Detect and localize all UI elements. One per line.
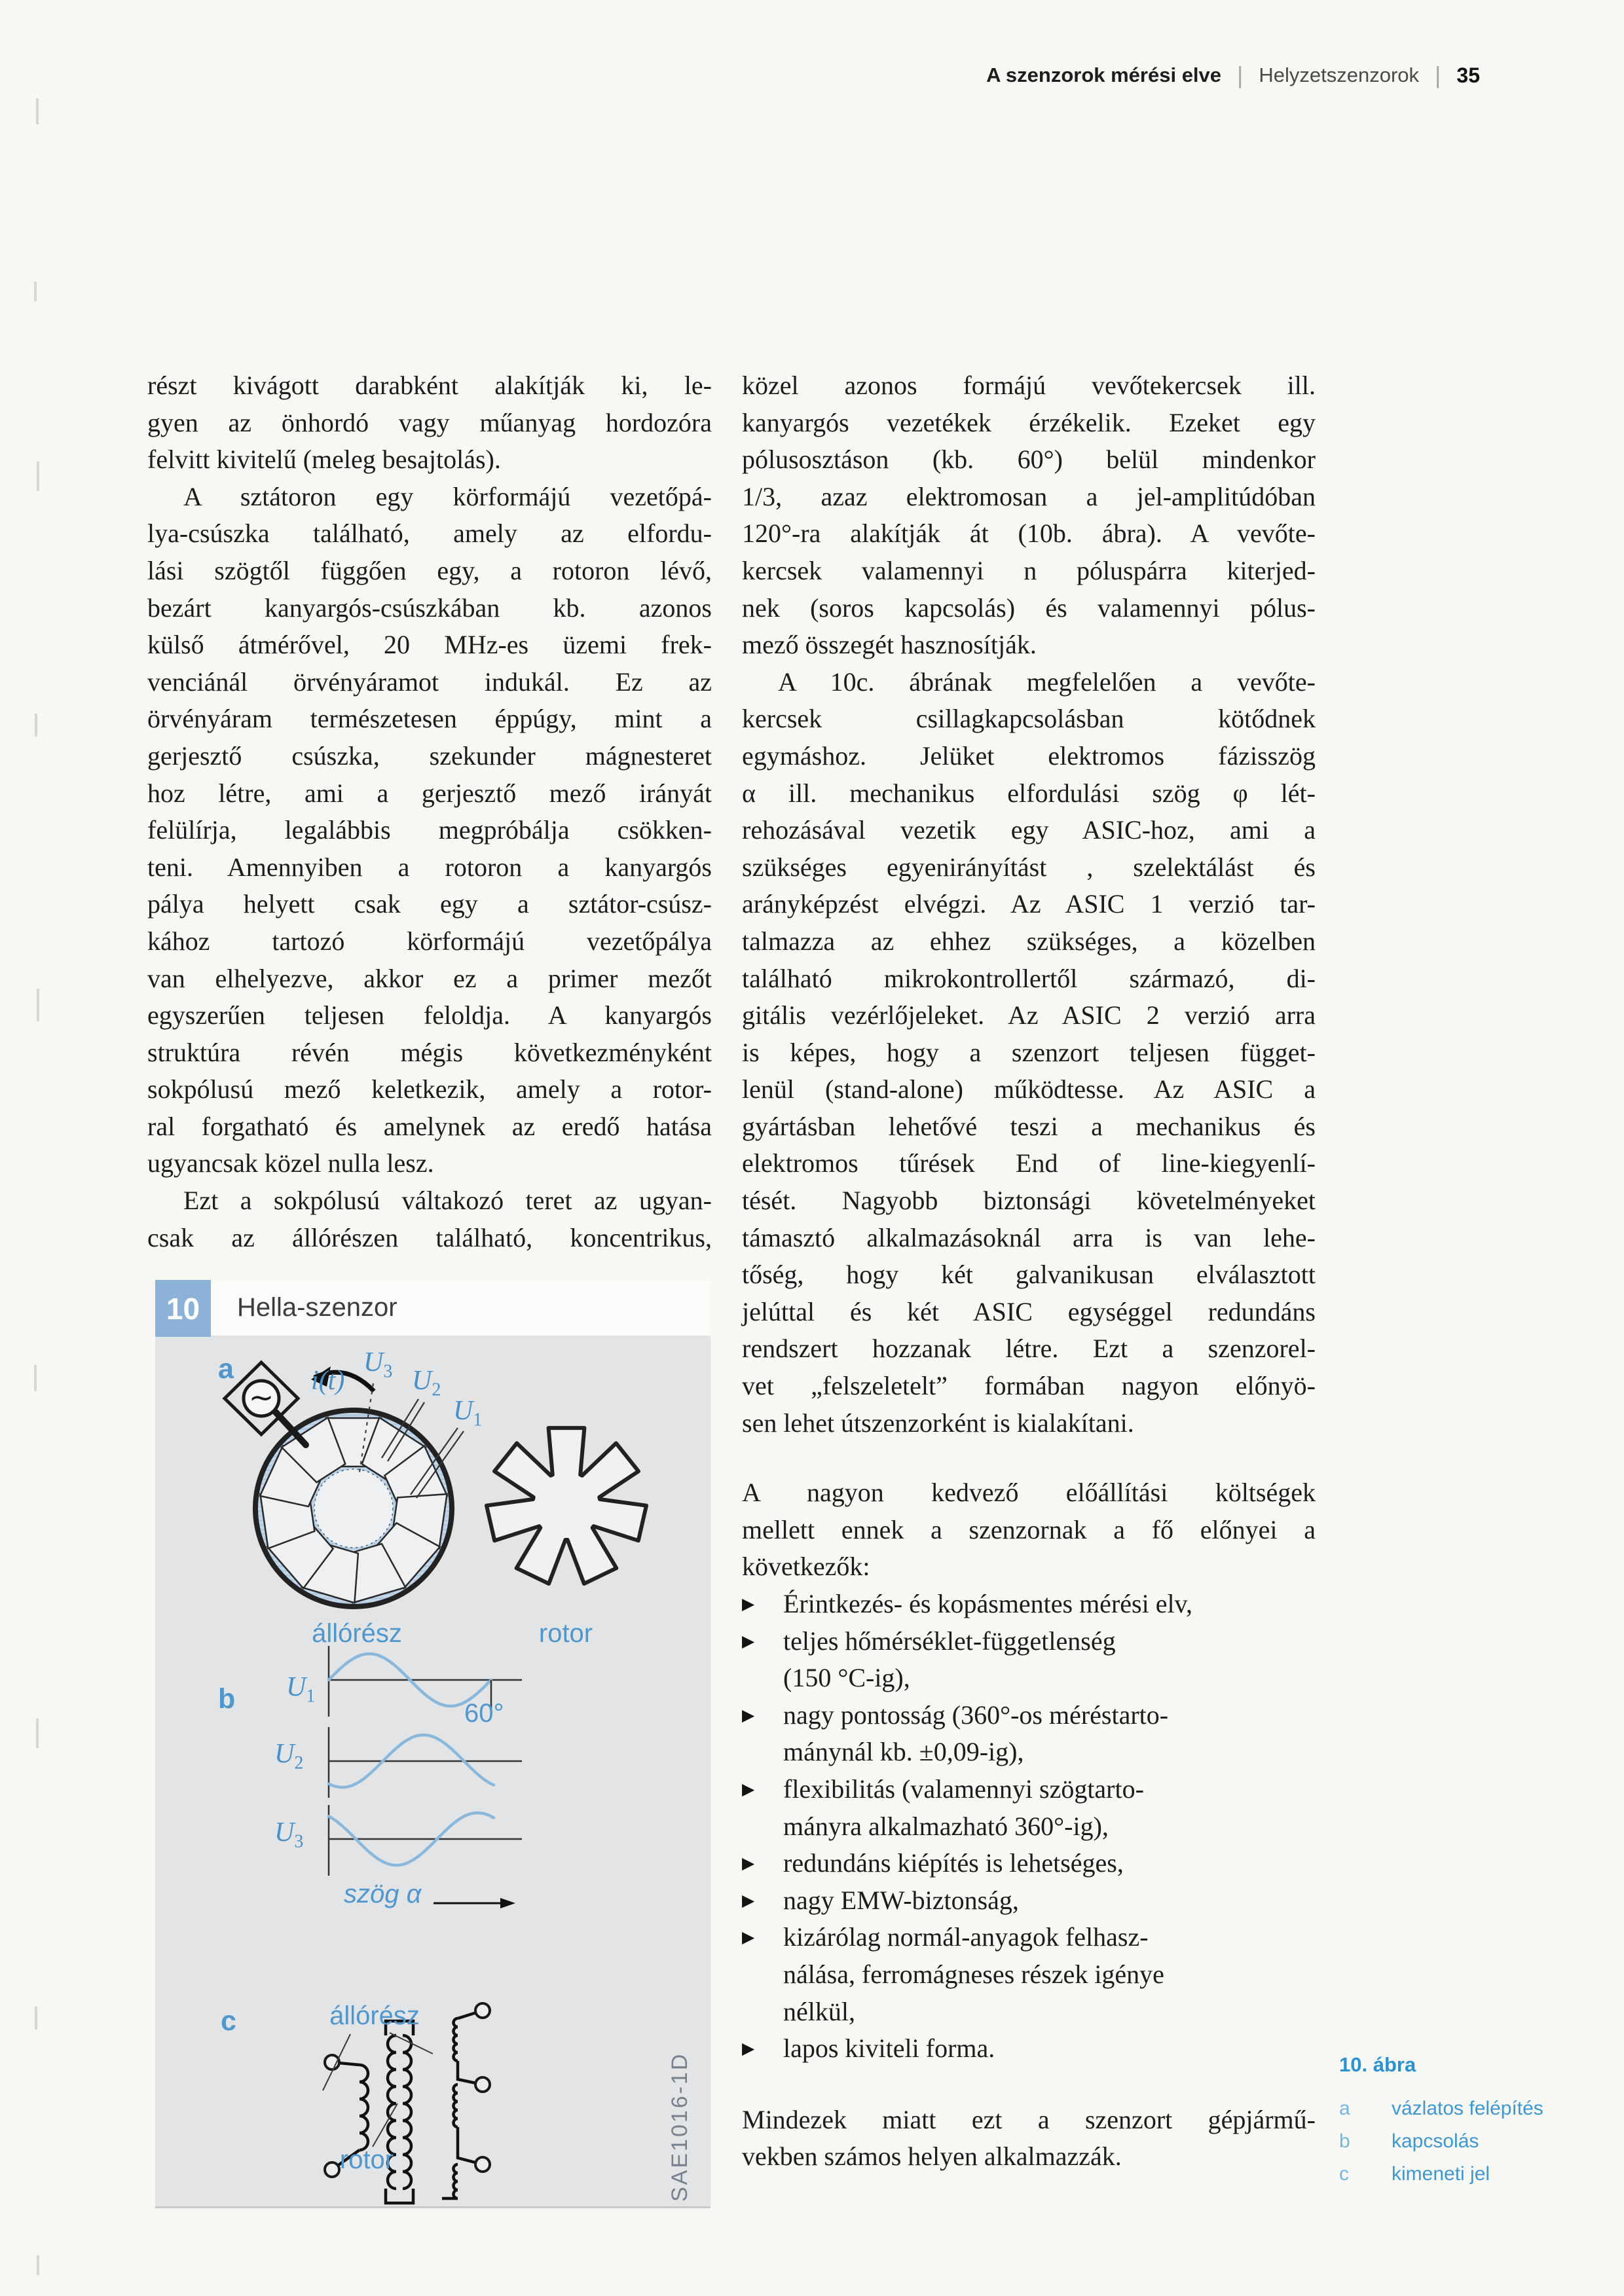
text-line: következők: <box>742 1552 870 1582</box>
ac-source-symbol: ~ <box>248 1379 274 1415</box>
text-line: lenül (stand-alone) működtesse. Az ASIC a <box>742 1074 1316 1104</box>
text-line: A 10c. ábrának megfelelően a vevőte- <box>778 666 1316 697</box>
text-line: vekben számos helyen alkalmazzák. <box>742 2141 1122 2172</box>
bullet-triangle-icon: ▶ <box>742 1890 755 1910</box>
bullet-triangle-icon: ▶ <box>742 1594 755 1613</box>
bullet-triangle-icon: ▶ <box>742 1927 755 1947</box>
text-line: csak az állórészen található, koncentrikus, <box>147 1222 712 1252</box>
text-line: gyártásban lehetővé teszi a mechanikus és <box>742 1111 1316 1141</box>
bullet-line: nélkül, <box>783 1996 855 2026</box>
bullet-item <box>742 1623 1316 1697</box>
text-line: tőség, hogy két galvanikusan elválasztott <box>742 1260 1316 1290</box>
text-line: vet „felszeletelt” formában nagyon előnyö- <box>742 1371 1316 1401</box>
rotor-label-c: rotor <box>339 2145 394 2174</box>
bullet-line: (150 °C-ig), <box>783 1663 910 1693</box>
page-number: 35 <box>1456 63 1480 87</box>
header-divider: | <box>1435 62 1441 88</box>
bullet-item <box>742 1882 1316 1920</box>
text-line: kához tartozó körformájú vezetőpálya <box>147 926 712 956</box>
scan-artifact <box>37 989 39 1021</box>
caption-item <box>1339 2158 1543 2191</box>
text-line: A nagyon kedvező előállítási költségek <box>742 1478 1316 1508</box>
bullet-line: mánynál kb. ±0,09-ig), <box>783 1737 1024 1767</box>
scan-artifact <box>37 462 39 491</box>
part-b-label: b <box>218 1683 236 1715</box>
bullet-triangle-icon: ▶ <box>742 1853 755 1873</box>
bullet-item <box>742 1845 1316 1882</box>
drawing-code: SAE1016-1D <box>667 2052 692 2202</box>
text-line: örvényáram természetesen éppúgy, mint a <box>147 704 712 734</box>
stator-label-c: állórész <box>329 2001 420 2030</box>
figure-header <box>155 1280 710 1337</box>
bullet-item <box>742 1919 1316 2030</box>
text-line: hoz létre, ami a gerjesztő mező irányát <box>147 778 712 808</box>
figure-title: Hella-szenzor <box>211 1280 710 1337</box>
scan-artifact <box>35 714 37 737</box>
text-line: is képes, hogy a szenzort teljesen függet- <box>742 1037 1316 1067</box>
bullet-line: nagy pontosság (360°-os méréstarto- <box>783 1700 1169 1730</box>
header-section: A szenzorok mérési elve <box>986 64 1222 86</box>
text-line: kercsek csillagkapcsolásban kötődnek <box>742 704 1316 734</box>
text-line: lya-csúszka található, amely az elfordu- <box>147 519 712 549</box>
coil-label-u1: $U_1$ <box>453 1396 483 1430</box>
text-line: gyen az önhordó vagy műanyag hordozóra <box>147 407 712 437</box>
bullet-line: mányra alkalmazható 360°-ig), <box>783 1811 1109 1841</box>
part-c-label: c <box>221 2005 236 2037</box>
text-line: közel azonos formájú vevőtekercsek ill. <box>742 371 1316 400</box>
bullet-line: kizárólag normál-anyagok felhasz- <box>783 1922 1149 1952</box>
text-line: van elhelyezve, akkor ez a primer mezőt <box>147 963 712 993</box>
text-line: felülírja, legalábbis megpróbálja csökken- <box>147 815 712 845</box>
caption-title: 10. ábra <box>1339 2053 1416 2076</box>
text-line: gerjesztő csúszka, szekunder mágnesteret <box>147 740 712 771</box>
bullet-item <box>742 2030 1316 2068</box>
text-line: tését. Nagyobb biztonsági követelményeket <box>742 1186 1316 1216</box>
bullet-item <box>742 1771 1316 1845</box>
text-line: külső átmérővel, 20 MHz-es üzemi frek- <box>147 630 712 660</box>
text-line: felvitt kivitelű (meleg besajtolás). <box>147 445 501 475</box>
text-line: kanyargós vezetékek érzékelik. Ezeket egy <box>742 407 1316 437</box>
part-a-label: a <box>218 1353 234 1385</box>
caption-item <box>1339 2125 1543 2158</box>
text-line: támasztó alkalmazásoknál arra is van lehe- <box>742 1222 1316 1252</box>
bullet-triangle-icon: ▶ <box>742 1631 755 1650</box>
text-line: nek (soros kapcsolás) és valamennyi pólus- <box>742 592 1316 623</box>
caption-key: a <box>1339 2098 1350 2119</box>
waveform-plots <box>329 1646 522 1908</box>
text-line: 120°-ra alakítják át (10b. ábra). A vevőte- <box>742 519 1316 549</box>
left-column <box>147 367 712 1256</box>
coil-label-u2: $U_2$ <box>412 1366 441 1400</box>
scan-artifact <box>37 2255 39 2275</box>
right-column <box>742 367 1316 2176</box>
caption-text: kimeneti jel <box>1392 2163 1490 2185</box>
bullet-line: lapos kiviteli forma. <box>783 2033 995 2064</box>
text-line: pólusosztáson (kb. 60°) belül mindenkor <box>742 445 1316 475</box>
text-line: arányképzést elvégzi. Az ASIC 1 verzió tar- <box>742 889 1316 919</box>
excitation-current-label: i(t) <box>311 1366 345 1396</box>
stator-label-a: állórész <box>312 1619 402 1648</box>
caption-text: vázlatos felépítés <box>1392 2098 1543 2119</box>
bullet-line: nagy EMW-biztonság, <box>783 1885 1019 1915</box>
text-line: elektromos tűrések End of line-kiegyenlí- <box>742 1148 1316 1178</box>
rotor-label-a: rotor <box>538 1619 593 1648</box>
scan-artifact <box>34 282 37 301</box>
text-line: α ill. mechanikus elfordulási szög φ lét- <box>742 778 1316 808</box>
angle-mark-60: 60° <box>464 1699 504 1728</box>
header-divider: | <box>1237 62 1244 88</box>
text-line: egymáshoz. Jelüket elektromos fázisszög <box>742 740 1316 771</box>
bullet-item <box>742 1697 1316 1771</box>
bullet-item <box>742 1586 1316 1623</box>
bullet-line: teljes hőmérséklet-függetlenség <box>783 1626 1116 1656</box>
text-line: venciánál örvényáramot indukál. Ez az <box>147 666 712 697</box>
text-line: részt kivágott darabként alakítják ki, le- <box>147 371 712 400</box>
scan-artifact <box>36 1719 39 1748</box>
text-line: lási szögtől függően egy, a rotoron lévő, <box>147 555 712 585</box>
x-axis-label: szög α <box>344 1880 422 1908</box>
text-line: teni. Amennyiben a rotoron a kanyargós <box>147 852 712 882</box>
text-line: A sztátoron egy körformájú vezetőpá- <box>183 481 712 511</box>
text-line: gitális vezérlőjeleket. Az ASIC 2 verzió arra <box>742 1000 1316 1030</box>
text-line: 1/3, azaz elektromosan a jel-amplitúdóban <box>742 481 1316 511</box>
trace-label-u1: $U_1$ <box>286 1672 316 1707</box>
text-line: talmazza az ehhez szükséges, a közelben <box>742 926 1316 956</box>
text-line: pálya helyett csak egy a sztátor-csúsz- <box>147 889 712 919</box>
figure-caption <box>1339 2053 1543 2191</box>
text-line: mellett ennek a szenzornak a fő előnyei a <box>742 1514 1316 1544</box>
bullet-triangle-icon: ▶ <box>742 1779 755 1798</box>
bullet-line: flexibilitás (valamennyi szögtarto- <box>783 1774 1144 1804</box>
trace-label-u3: $U_3$ <box>274 1817 304 1852</box>
text-line: Ezt a sokpólusú váltakozó teret az ugyan- <box>183 1186 712 1216</box>
text-line: ral forgatható és amelynek az eredő hatása <box>147 1111 712 1141</box>
bullet-line: redundáns kiépítés is lehetséges, <box>783 1848 1124 1878</box>
text-line: szükséges egyenirányítást , szelektálást és <box>742 852 1316 882</box>
text-line: ugyancsak közel nulla lesz. <box>147 1148 434 1178</box>
text-line: rendszert hozzanak létre. Ezt a szenzorel- <box>742 1334 1316 1364</box>
caption-text: kapcsolás <box>1392 2130 1479 2152</box>
scan-artifact <box>34 1365 37 1391</box>
bullet-line: Érintkezés- és kopásmentes mérési elv, <box>783 1589 1192 1618</box>
text-line: Mindezek miatt ezt a szenzort gépjármű- <box>742 2104 1316 2134</box>
text-line: jelúttal és két ASIC egységgel redundáns <box>742 1296 1316 1326</box>
figure-drawing <box>155 1280 710 2208</box>
text-line: egyszerűen teljesen feloldja. A kanyargós <box>147 1000 712 1030</box>
caption-key: b <box>1339 2130 1350 2152</box>
caption-key: c <box>1339 2163 1349 2185</box>
text-line: struktúra révén mégis következményként <box>147 1037 712 1067</box>
caption-item <box>1339 2092 1543 2125</box>
coil-label-u3: $U_3$ <box>363 1347 393 1382</box>
header-subsection: Helyzetszenzorok <box>1259 64 1420 86</box>
bullet-triangle-icon: ▶ <box>742 1705 755 1724</box>
text-line: bezárt kanyargós-csúszkában kb. azonos <box>147 592 712 623</box>
trace-label-u2: $U_2$ <box>274 1739 304 1774</box>
bullet-line: nálása, ferromágneses részek igénye <box>783 1959 1164 1989</box>
text-line: mező összegét hasznosítják. <box>742 630 1037 660</box>
text-line: található mikrokontrollertől származó, di- <box>742 963 1316 993</box>
page-header <box>986 62 1480 89</box>
text-line: sokpólusú mező keletkezik, amely a rotor- <box>147 1074 712 1104</box>
scan-artifact <box>35 2007 37 2030</box>
bullet-triangle-icon: ▶ <box>742 2039 755 2058</box>
figure-number: 10 <box>155 1280 211 1337</box>
text-line: sen lehet útszenzorként is kialakítani. <box>742 1408 1134 1438</box>
text-line: kercsek valamennyi n póluspárra kiterjed- <box>742 555 1316 585</box>
scan-artifact <box>36 98 39 124</box>
figure-box <box>155 1280 710 2208</box>
text-line: rehozásával vezetik egy ASIC-hoz, ami a <box>742 815 1316 845</box>
